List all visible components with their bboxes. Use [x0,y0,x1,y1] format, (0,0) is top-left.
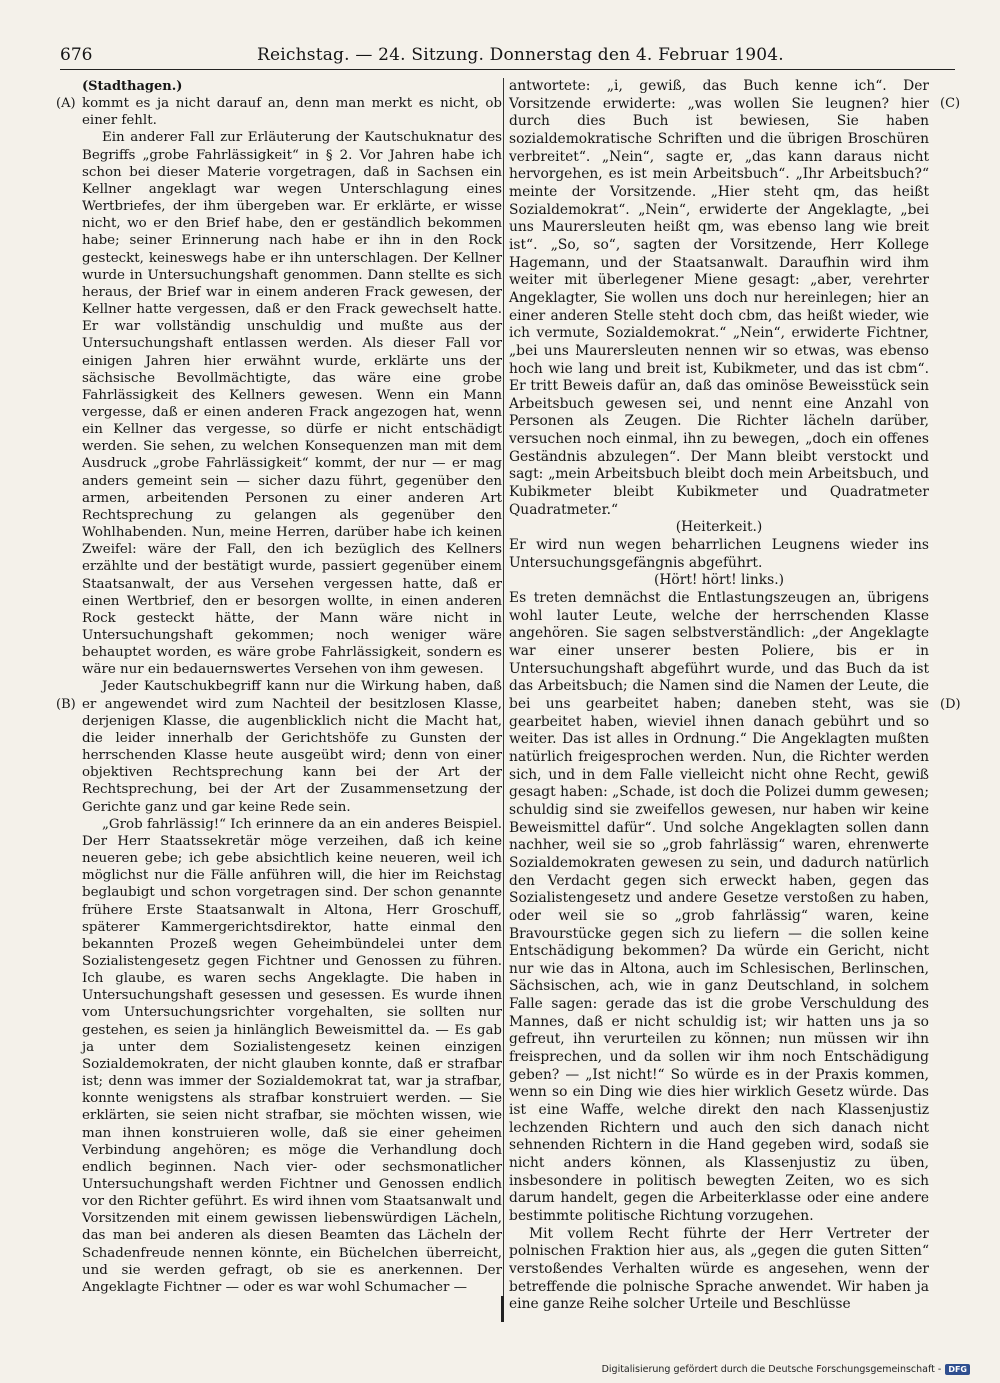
paragraph: „Grob fahrlässig!“ Ich erinnere da an ein anderes Beispiel. Der Herr Staatssekretär möge verzeihen, daß ich keine neueren gebe; ich gebe absichtlich keine neueren, weil ich möglichst nur die Fälle anführen will, die hier im Reichstag beglaubigt und schon vorgetragen sind. Der schon genannte frühere Erste Staatsanwalt in Altona, Herr Groschuff, späterer Kammergerichtsdirektor, hatte einmal den bekannten Prozeß wegen Geheimbündelei unter dem Sozialistengesetz gegen Fichtner und Genossen zu führen. Ich glaube, es waren sechs Angeklagte. Die haben in Untersuchungshaft gesessen und gesessen. Es wurde ihnen vom Untersuchungsrichter vorgehalten, sie sollten nur gestehen, es seien ja hinlänglich Beweismittel da. — Es gab ja unter dem Sozialistengesetz keinen einzigen Sozialdemokraten, der nicht glauben konnte, daß er strafbar ist; denn was immer der Sozialdemokrat tat, war ja strafbar, konnte wenigstens als strafbar konstruiert werden. — Sie erklärten, sie seien nicht strafbar, sie möchten wissen, wie man ihnen konstruieren wolle, daß sie einer geheimen Verbindung angehören; es möge die Verhandlung doch endlich beginnen. Nach vier- oder sechsmonatlicher Untersuchungshaft werden Fichtner und Genossen endlich vor den Richter geführt. Es wird ihnen vom Staatsanwalt und Vorsitzenden mit einem gewissen liebenswürdigen Lächeln, das man bei anderen als diesen Beamten das Lächeln der Schadenfreude nennen könnte, ein Büchelchen überreicht, und sie werden gefragt, ob sie es anerkennen. Der Angeklagte Fichtner — oder es war wohl Schumacher — [82,816,502,1295]
footer-text: Digitalisierung gefördert durch die Deutsche Forschungsgemeinschaft - [601,1364,942,1375]
header-rule [60,69,955,70]
margin-marker-c: (C) [940,96,961,111]
dfg-logo: DFG [945,1364,970,1375]
page-number: 676 [60,45,93,65]
footer-credit [602,1364,970,1375]
left-column [82,78,502,1296]
margin-marker-d: (D) [940,697,961,712]
paragraph: Ein anderer Fall zur Erläuterung der Kautschuknatur des Begriffs „grobe Fahrlässigkeit“ in § 2. Vor Jahren habe ich schon bei dieser Materie vorgetragen, daß in Sachsen ein Kellner angeklagt war wegen Unterschlagung eines Wertbriefes, der ihm übergeben war. Er erklärte, er wisse nicht, wo er den Brief habe, den er geständlich bekommen habe; seiner Erinnerung nach habe er ihn in den Rock gesteckt, keineswegs habe er ihn unterschlagen. Der Kellner wurde in Untersuchungshaft genommen. Dann stellte es sich heraus, der Brief war in einem anderen Frack gewesen, der Kellner hatte vergessen, daß er den Frack gewechselt hatte. Er war vollständig unschuldig und mußte aus der Untersuchungshaft entlassen werden. Als dieser Fall vor einigen Jahren hier erwähnt wurde, erklärte uns der sächsische Bevollmächtigte, das wäre eine grobe Fahrlässigkeit des Kellners gewesen. Wenn ein Mann vergesse, daß er einen anderen Frack angezogen hat, wenn ein Kellner das vergesse, so dürfe er nicht entschädigt werden. Sie sehen, zu welchen Konsequenzen man mit dem Ausdruck „grobe Fahrlässigkeit“ kommt, der nur — er mag anders gemeint sein — sicher dazu führt, gegenüber den armen, arbeitenden Personen zu einer anderen Art Rechtsprechung zu gelangen als gegenüber den Wohlhabenden. Nun, meine Herren, darüber habe ich keinen Zweifel: wäre der Fall, den ich bezüglich des Kellners erzählte und der bestätigt wurde, passiert gegenüber einem Staatsanwalt, der aus Versehen vergessen hatte, daß er einen Wertbrief, den er besorgen wollte, in einen anderen Rock gesteckt hätte, der Mann wäre nicht in Untersuchungshaft gekommen; noch weniger wäre behauptet worden, es wäre grobe Fahrlässigkeit, sondern es wäre nur ein bedauernswertes Versehen von ihm gewesen. [82,130,502,678]
interjection: (Hört! hört! links.) [654,572,784,589]
paragraph: Es treten demnächst die Entlastungszeugen an, übrigens wohl lauter Leute, welche der herrschenden Klasse angehören. Sie sagen selbstverständlich: „der Angeklagte war einer unserer besten Poliere, bis er in Untersuchungshaft abgeführt wurde, und das Buch da ist das Arbeitsbuch; die Namen sind die Namen der Leute, die bei uns gearbeitet haben; daneben steht, was sie gearbeitet haben, wieviel ihnen danach gebührt und so weiter. Das ist alles in Ordnung.“ Die Angeklagten mußten natürlich freigesprochen werden. Nun, die Richter werden sich, und in dem Falle vielleicht nicht ohne Recht, gewiß gesagt haben: „Schade, ist doch die Polizei dumm gewesen; schuldig sind sie zweifellos gewesen, nur haben wir keine Beweismittel dafür“. Und solche Angeklagten sollen dann nachher, weil sie so „grob fahrlässig“ waren, ehrenwerte Sozialdemokraten gewesen zu sein, und dadurch natürlich den Verdacht gegen sich erweckt haben, gegen das Sozialistengesetz und andere Gesetze verstoßen zu haben, oder weil sie so „grob fahrlässig“ waren, keine Bravourstücke gegen sich zu liefern — die sollen keine Entschädigung bekommen? Da würde ein Gericht, nicht nur wie das in Altona, auch im Schlesischen, Berlinschen, Sächsischen, ach, wie in ganz Deutschland, in solchem Falle sagen: gerade das ist die grobe Verschuldung des Mannes, daß er nicht schuldig ist; wir hatten uns ja so gefreut, ihn verurteilen zu können; nun müssen wir ihn freisprechen, und da sollen wir ihm noch Entschädigung geben? — „Ist nicht!“ So würde es in der Praxis kommen, wenn so ein Ding wie dies hier wirklich Gesetz würde. Das ist eine Waffe, welche direkt den nach Klassenjustiz lechzenden Richtern und auch den sich danach nicht sehnenden Richtern in die Hand gegeben wird, sodaß sie nicht anders können, als Klassenjustiz zu üben, insbesondere in politisch bewegten Zeiten, wo es sich darum handelt, gegen die Arbeiterklasse oder eine andere bestimmte politische Richtung vorzugehen. [509,590,929,1224]
paragraph: Mit vollem Recht führte der Herr Vertreter der polnischen Fraktion hier aus, als „gegen die guten Sitten“ verstoßendes Verhalten würde es angesehen, wenn der betreffende die polnische Sprache anwendet. Wir haben ja eine ganze Reihe solcher Urteile und Beschlüsse [509,1225,929,1313]
paragraph: antwortete: „i, gewiß, das Buch kenne ich“. Der Vorsitzende erwiderte: „was wollen Sie leugnen? hier durch dies Buch ist bewiesen, Sie haben sozialdemokratische Schriften und die übrigen Broschüren verbreitet“. „Nein“, sagte er, „das kann daraus nicht hervorgehen, es ist mein Arbeitsbuch“. „Ihr Arbeitsbuch?“ meinte der Vorsitzende. „Hier steht qm, das heißt Sozialdemokrat“. „Nein“, erwiderte der Angeklagte, „bei uns Maurersleuten heißt qm, was ebenso lang wie breit ist“. „So, so“, sagten der Vorsitzende, Herr Kollege Hagemann, und der Staatsanwalt. Daraufhin wird ihm weiter mit überlegener Miene gesagt: „aber, verehrter Angeklagter, Sie wollen uns doch nur hereinlegen; hier an einer anderen Stelle steht doch cbm, das heißt wieder, wie ich vermute, Sozialdemokrat.“ „Nein“, erwiderte Fichtner, „bei uns Maurersleuten nennen wir so etwas, was ebenso hoch wie lang und breit ist, Kubikmeter, und das ist cbm“. Er tritt Beweis dafür an, daß das ominöse Beweisstück sein Arbeitsbuch gewesen sei, und nennt eine Anzahl von Personen als Zeugen. Die Richter lächeln darüber, versuchen noch einmal, ihn zu bewegen, „doch ein offenes Geständnis abzulegen“. Der Mann bleibt verstockt und sagt: „mein Arbeitsbuch bleibt doch mein Arbeitsbuch, und Kubikmeter bleibt Kubikmeter und Quadratmeter Quadratmeter.“ [509,78,929,518]
right-column [509,78,929,1314]
column-divider-end-mark [501,1296,504,1322]
interjection: (Heiterkeit.) [675,519,763,536]
paragraph: Er wird nun wegen beharrlichen Leugnens wieder ins Untersuchungsgefängnis abgeführt. [509,537,929,571]
column-divider [503,78,504,1318]
paragraph: Jeder Kautschukbegriff kann nur die Wirkung haben, daß er angewendet wird zum Nachteil der besitzlosen Klasse, derjenigen Klasse, die augenblicklich nicht die Macht hat, die leider innerhalb der Gerichtshöfe zu Gunsten der herrschenden Klasse heute ausgeübt wird; denn von einer objektiven Rechtsprechung kann bei der Art der Rechtsprechung, bei der Art der Zusammensetzung der Gerichte ganz und gar keine Rede sein. [82,679,502,815]
speaker-name: (Stadthagen.) [82,79,183,94]
page-header [60,44,955,66]
margin-marker-b: (B) [56,697,76,712]
paragraph: kommt es ja nicht darauf an, denn man merkt es nicht, ob einer fehlt. [82,96,502,129]
margin-marker-a: (A) [56,96,76,111]
running-title: Reichstag. — 24. Sitzung. Donnerstag den 4. Februar 1904. [257,45,784,65]
